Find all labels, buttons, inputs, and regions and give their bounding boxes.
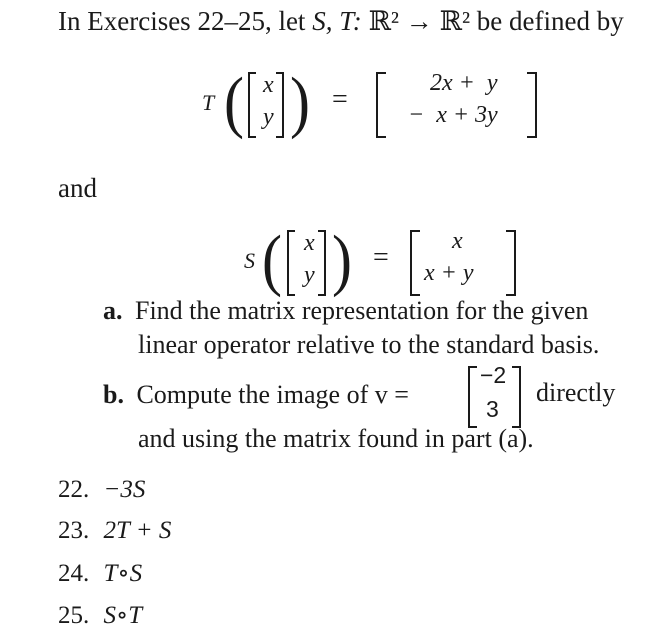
- s-function-name: S: [244, 248, 255, 273]
- output-bracket-left: [410, 230, 420, 296]
- equals-sign: =: [332, 84, 348, 115]
- exercise-number: 23.: [58, 517, 90, 544]
- exercise-number: 22.: [58, 476, 90, 503]
- intro-text: [58, 6, 624, 37]
- part-b: [103, 380, 409, 410]
- vector-entry-1: −2: [480, 362, 507, 388]
- right-paren: ): [290, 63, 310, 140]
- exercise-expression: S∘T: [103, 602, 143, 629]
- s-output-row2: x + y: [424, 260, 474, 286]
- part-a: [103, 296, 588, 326]
- left-paren: (: [262, 221, 282, 298]
- left-paren: (: [224, 63, 244, 140]
- intro-prefix: In Exercises 22–25, let: [58, 6, 306, 36]
- exercise-expression: −3S: [103, 476, 146, 503]
- exercise-expression: 2T + S: [103, 517, 172, 544]
- output-bracket-right: [527, 72, 537, 138]
- part-b-text: Compute the image of v =: [136, 380, 409, 409]
- exercise-number: 24.: [58, 560, 90, 587]
- and-text: and: [58, 173, 97, 203]
- exercise-23: [58, 517, 171, 545]
- equals-sign: =: [373, 242, 389, 273]
- part-a-label: a.: [103, 296, 123, 325]
- t-output-row1: 2x + y: [430, 70, 498, 96]
- part-b-line2: and using the matrix found in part (a).: [138, 424, 534, 453]
- input-bracket-left: [248, 72, 256, 138]
- exercise-number: 25.: [58, 602, 90, 629]
- part-b-label: b.: [103, 380, 124, 409]
- vector-entry-2: 3: [486, 396, 499, 422]
- vector-bracket-right: [512, 366, 521, 428]
- input-bracket-right: [276, 72, 284, 138]
- t-input-x: x: [263, 72, 274, 98]
- t-input-y: y: [263, 104, 274, 130]
- exercise-25: [58, 600, 142, 630]
- part-a-line1: Find the matrix representation for the given: [135, 296, 589, 325]
- intro-vars: S, T:: [312, 6, 362, 36]
- right-paren: ): [332, 221, 352, 298]
- input-bracket-left: [287, 230, 295, 296]
- input-bracket-right: [318, 230, 326, 296]
- part-a-line2: linear operator relative to the standard basis.: [138, 330, 600, 359]
- t-function-name: T: [202, 90, 215, 115]
- exercise-24: [58, 558, 142, 588]
- part-b-after: directly: [536, 378, 616, 407]
- output-bracket-left: [376, 72, 386, 138]
- t-equation: [0, 62, 651, 152]
- output-bracket-right: [506, 230, 516, 296]
- vector-bracket-left: [468, 366, 477, 428]
- s-output-row1: x: [452, 228, 463, 254]
- t-output-row2: − x + 3y: [408, 102, 498, 128]
- exercise-22: [58, 476, 145, 504]
- intro-suffix: be defined by: [476, 6, 624, 36]
- s-input-y: y: [304, 262, 315, 288]
- s-input-x: x: [304, 230, 315, 256]
- exercise-expression: T∘S: [103, 560, 143, 587]
- intro-space: ℝ² → ℝ²: [368, 6, 471, 36]
